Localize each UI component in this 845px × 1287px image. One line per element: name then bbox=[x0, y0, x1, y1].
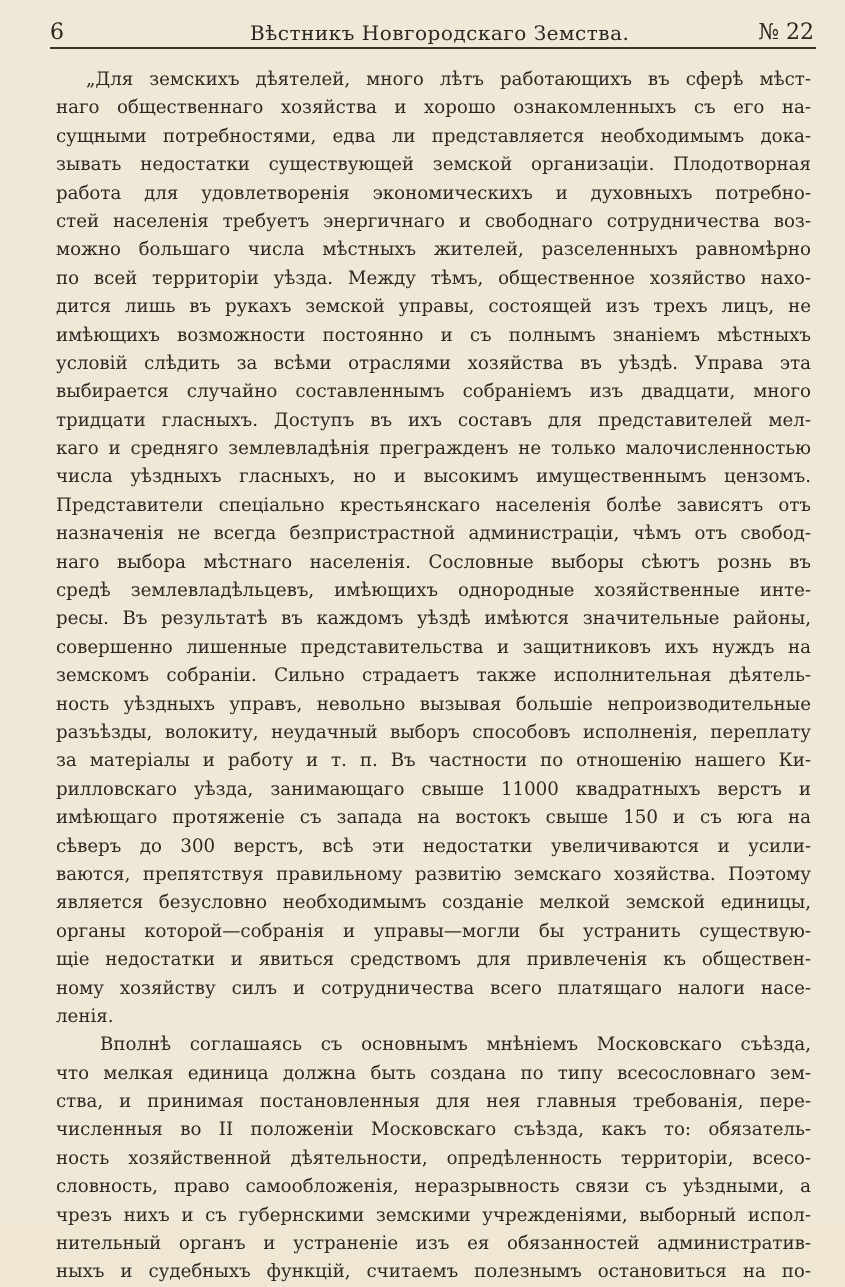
text-line: земскомъ собраніи. Сильно страдаетъ также исполнительная дѣятель- bbox=[56, 665, 811, 687]
text-line: „Для земскихъ дѣятелей, много лѣтъ работающихъ въ сферѣ мѣст- bbox=[86, 69, 811, 90]
text-line: числа уѣздныхъ гласныхъ, но и высокимъ имущественнымъ цензомъ. bbox=[56, 466, 811, 488]
issue-number: № 22 bbox=[758, 20, 814, 45]
text-line: ность хозяйственной дѣятельности, опредѣленность территоріи, всесо- bbox=[56, 1147, 811, 1169]
text-line: ному хозяйству силъ и сотрудничества всего платящаго налоги насе- bbox=[56, 977, 811, 999]
text-line: наго выбора мѣстнаго населенія. Сословные выборы сѣютъ рознь въ bbox=[56, 551, 811, 573]
text-line: сѣверъ до 300 верстъ, всѣ эти недостатки увеличиваются и усили- bbox=[56, 835, 811, 857]
text-line: ства, и принимая постановленныя для нея главныя требованія, пере- bbox=[56, 1091, 811, 1113]
text-line: численныя во II положеніи Московскаго съѣзда, какъ то: обязатель- bbox=[56, 1119, 811, 1141]
text-line: по всей территоріи уѣзда. Между тѣмъ, общественное хозяйство нахо- bbox=[56, 267, 811, 289]
text-line: нительный органъ и устраненіе изъ ея обязанностей административ- bbox=[56, 1233, 811, 1255]
page-number: 6 bbox=[50, 20, 64, 45]
text-line: зывать недостатки существующей земской организаціи. Плодотворная bbox=[56, 154, 811, 176]
text-line: Вполнѣ соглашаясь съ основнымъ мнѣніемъ Московскаго съѣзда, bbox=[100, 1034, 811, 1056]
text-line: наго общественнаго хозяйства и хорошо ознакомленныхъ съ его на- bbox=[56, 97, 811, 119]
text-line: стей населенія требуетъ энергичнаго и свободнаго сотрудничества воз- bbox=[56, 210, 811, 232]
text-line: органы которой—собранія и управы—могли бы устранить существую- bbox=[56, 920, 811, 942]
text-line: можно большаго числа мѣстныхъ жителей, разселенныхъ равномѣрно bbox=[56, 239, 811, 261]
text-line: тридцати гласныхъ. Доступъ въ ихъ составъ для представителей мел- bbox=[56, 409, 811, 431]
text-line: назначенія не всегда безпристрастной администраціи, чѣмъ отъ свобод- bbox=[56, 523, 811, 545]
text-line: ленія. bbox=[56, 1005, 114, 1027]
text-line: средѣ землевладѣльцевъ, имѣющихъ однородные хозяйственные инте- bbox=[56, 580, 811, 602]
text-line: является безусловно необходимымъ созданіе мелкой земской единицы, bbox=[56, 892, 811, 914]
text-line: ресы. Въ результатѣ въ каждомъ уѣздѣ имѣются значительные районы, bbox=[56, 608, 811, 630]
text-line: ность уѣздныхъ управъ, невольно вызывая большіе непроизводительные bbox=[56, 693, 811, 715]
journal-title: Вѣстникъ Новгородскаго Земства. bbox=[250, 21, 630, 45]
text-line: ныхъ и судебныхъ функцій, считаемъ полезнымъ остановиться на по- bbox=[56, 1261, 811, 1283]
text-line: сущными потребностями, едва ли представляется необходимымъ дока- bbox=[56, 125, 811, 147]
text-line: Представители спеціально крестьянскаго населенія болѣе зависятъ отъ bbox=[56, 494, 811, 516]
text-line: словность, право самообложенія, неразрывность связи съ уѣздными, а bbox=[56, 1176, 811, 1198]
text-line: что мелкая единица должна быть создана по типу всесословнаго зем- bbox=[56, 1062, 811, 1084]
header-rule bbox=[50, 47, 816, 49]
body-text bbox=[56, 66, 811, 1287]
text-line: щіе недостатки и явиться средствомъ для привлеченія къ обществен- bbox=[56, 949, 811, 971]
text-line: условій слѣдить за всѣми отраслями хозяйства въ уѣздѣ. Управа эта bbox=[56, 352, 811, 374]
text-line: чрезъ нихъ и съ губернскими земскими учрежденіями, выборный испол- bbox=[56, 1204, 811, 1226]
text-line: дится лишь въ рукахъ земской управы, состоящей изъ трехъ лицъ, не bbox=[56, 296, 811, 318]
text-line: за матеріалы и работу и т. п. Въ частности по отношенію нашего Ки- bbox=[56, 750, 811, 772]
text-line: выбирается случайно составленнымъ собраніемъ изъ двадцати, много bbox=[56, 381, 811, 403]
text-line: ваются, препятствуя правильному развитію земскаго хозяйства. Поэтому bbox=[56, 863, 811, 885]
text-line: работа для удовлетворенія экономическихъ и духовныхъ потребно- bbox=[56, 182, 811, 204]
text-line: имѣющаго протяженіе съ запада на востокъ свыше 150 и съ юга на bbox=[56, 807, 811, 829]
text-line: рилловскаго уѣзда, занимающаго свыше 11000 квадратныхъ верстъ и bbox=[56, 778, 811, 800]
text-line: каго и средняго землевладѣнія прегражденъ не только малочисленностью bbox=[56, 438, 811, 460]
page-header bbox=[50, 18, 816, 48]
text-line: совершенно лишенные представительства и защитниковъ ихъ нуждъ на bbox=[56, 636, 811, 658]
text-line: имѣющихъ возможности постоянно и съ полнымъ знаніемъ мѣстныхъ bbox=[56, 324, 811, 346]
text-line: разъѣзды, волокиту, неудачный выборъ способовъ исполненія, переплату bbox=[56, 721, 811, 743]
